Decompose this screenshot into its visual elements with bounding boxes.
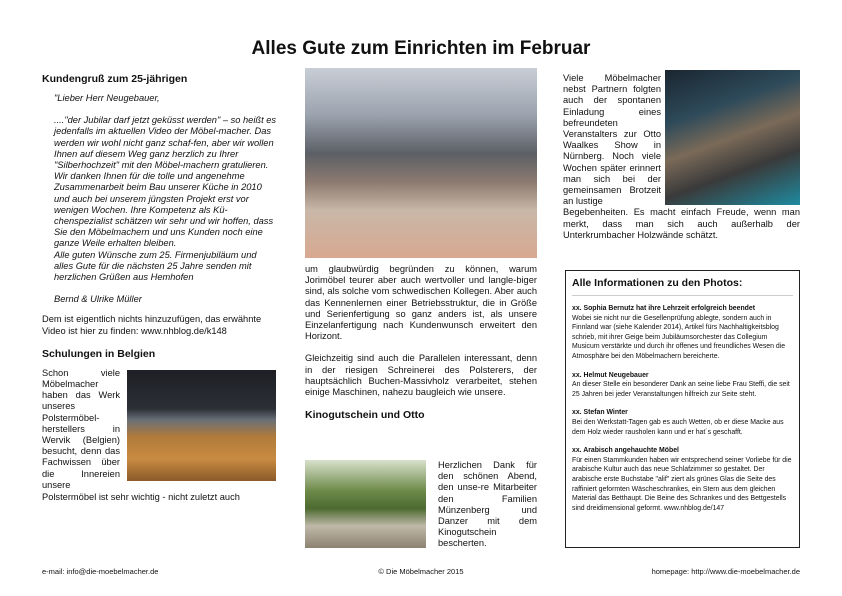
info-item-head: xx. Sophia Bernutz hat ihre Lehrzeit erfolgreich beendet [572, 305, 756, 312]
footer-homepage: homepage: http://www.die-moebelmacher.de [651, 567, 800, 576]
info-item-text: Bei den Werkstatt-Tagen gab es auch Wetten, ob er diese Macke aus dem Holz wieder rausholen kann und er hat´s geschafft. [572, 418, 784, 436]
info-item-head: xx. Stefan Winter [572, 409, 628, 417]
otto-text-cont: Begebenheiten. Es macht einfach Freude, wenn man merkt, dass man sich auch außerhalb der Unterkrumbacher Holzwände schätzt. [563, 207, 800, 240]
left-column [42, 73, 278, 503]
info-item-head: xx. Arabisch angehauchte Möbel [572, 447, 679, 455]
info-item [572, 304, 793, 362]
photo-belgien [127, 370, 276, 481]
middle-column [305, 264, 537, 429]
page-title: Alles Gute zum Einrichten im Februar [251, 38, 591, 59]
info-item-text: An dieser Stelle ein besonderer Dank an seine liebe Frau Steffi, die seit 25 Jahren bei jeder Veranstaltungen hilfreich zur Seite steht. [572, 381, 790, 398]
footer-copyright: © Die Möbelmacher 2015 [378, 567, 464, 576]
photo-otto-show [665, 70, 800, 205]
letter-p2: Wir danken Ihnen für die tolle und angenehme Zusammenarbeit beim Bau unserer Küche in 2010 und auch bei unserem jüngsten Projekt erst vor wenigen Wochen. Ihre Kompetenz als Kü-chenspezialist schätzen wir sehr und wir hoffen, dass Sie den Möbelmachern und uns Kunden noch eine ganze Weile erhalten bleiben. [54, 171, 274, 249]
photo-info-title: Alle Informationen zu den Photos: [572, 277, 793, 296]
letter-p1: ...."der Jubilar darf jetzt geküsst werden" – so heißt es jedenfalls im aktuellen Video der Möbel-macher. Das werden wir wohl nicht ganz schaf-fen, aber wir wollen Ihnen auf diesem Weg ganz herzlich zu Ihrer "Silberhochzeit" mit den Möbel-machern gratulieren. [54, 115, 277, 171]
info-item-text: Für einen Stammkunden haben wir entsprechend seiner Vorliebe für die arabische Kultur auch das neue Schlafzimmer so gestaltet. Der arabische erste Buchstabe "alif" ziert als grünes Glas die Seite des raffiniert geformten Wäscheschrankes, ein Stern aus dem gleichen Material das Betthaupt. Die Beine des Schrankes und des Bettgestells sind dreidimensional geformt. www.nhblog.de/147 [572, 456, 792, 512]
belgien-text-cont: Polstermöbel ist sehr wichtig - nicht zuletzt auch [42, 491, 240, 502]
kino-text: Herzlichen Dank für den schönen Abend, den unse-re Mitarbeiter den Familien Münzenberg und Danzer mit dem Kinogutschein bescherten. [438, 460, 537, 549]
middle-p1: um glaubwürdig begründen zu können, warum Jorimöbel teurer aber auch wertvoller und langle-biger sind, als solche vom schwedischen Kollegen. Aber auch das Kennenlernen einer Betriebsstruktur, die in Größe und Serienfertigung so ganz anders ist, als unsere Einzelanfertigung nach Kundenwunsch erweitert den Horizont. [305, 264, 537, 342]
info-item [572, 446, 793, 513]
photo-kino [305, 460, 426, 548]
belgien-section [42, 368, 278, 492]
photo-info-box [565, 270, 800, 548]
letter [42, 93, 278, 305]
letter-signature: Bernd & Ulrike Müller [54, 294, 142, 305]
belgien-text: Schon viele Möbelmacher haben das Werk unseres Polstermöbel-herstellers in Wervik (Belgien) besucht, denn das Fachwissen über die Innereien unsere [42, 367, 120, 490]
heading-schulungen: Schulungen in Belgien [42, 347, 156, 360]
info-item-text: Wobei sie nicht nur die Gesellenprüfung ablegte, sondern auch in Finnland war (siehe Kalender 2014), Artikel fürs Nachhaltigkeitsblog schrieb, mit ihrer Geige beim Jubiläumsorchester das Collegium Musicum verstärkte und durch ihr offenes und freundliches Wesen die Atmosphäre bei den Möbelmachern bereicherte. [572, 314, 786, 360]
after-letter: Dem ist eigentlich nichts hinzuzufügen, das erwähnte Video ist hier zu finden: www.nhblog.de/k148 [42, 314, 262, 336]
heading-kino: Kinogutschein und Otto [305, 409, 425, 422]
info-item [572, 408, 793, 437]
info-item [572, 371, 793, 400]
info-item-head: xx. Helmut Neugebauer [572, 371, 649, 379]
otto-text: Viele Möbelmacher nebst Partnern folgten auch der spontanen Einladung eines befreundeten Veranstalters zur Otto Waalkes Show in Nürnberg. Noch viele Wochen später erinnert man sich bei der gemeinsamen Brotzeit an lustige [563, 73, 661, 207]
letter-p3: Alle guten Wünsche zum 25. Firmenjubiläum und alles Gute für die nächsten 25 Jahre senden mit herzlichen Grüßen aus Hemhofen [54, 249, 257, 283]
heading-kundengruss: Kundengruß zum 25-jährigen [42, 73, 188, 85]
photo-werkstatt [305, 68, 537, 258]
middle-p2: Gleichzeitig sind auch die Parallelen interessant, denn in der riesigen Schreinerei des Polsterers, der hauptsächlich Buchen-Massivholz verarbeitet, stehen einige Maschinen, nahezu baugleich wie unsere. [305, 353, 537, 398]
letter-salutation: "Lieber Herr Neugebauer, [54, 93, 160, 103]
footer-email: e-mail: info@die-moebelmacher.de [42, 567, 159, 576]
